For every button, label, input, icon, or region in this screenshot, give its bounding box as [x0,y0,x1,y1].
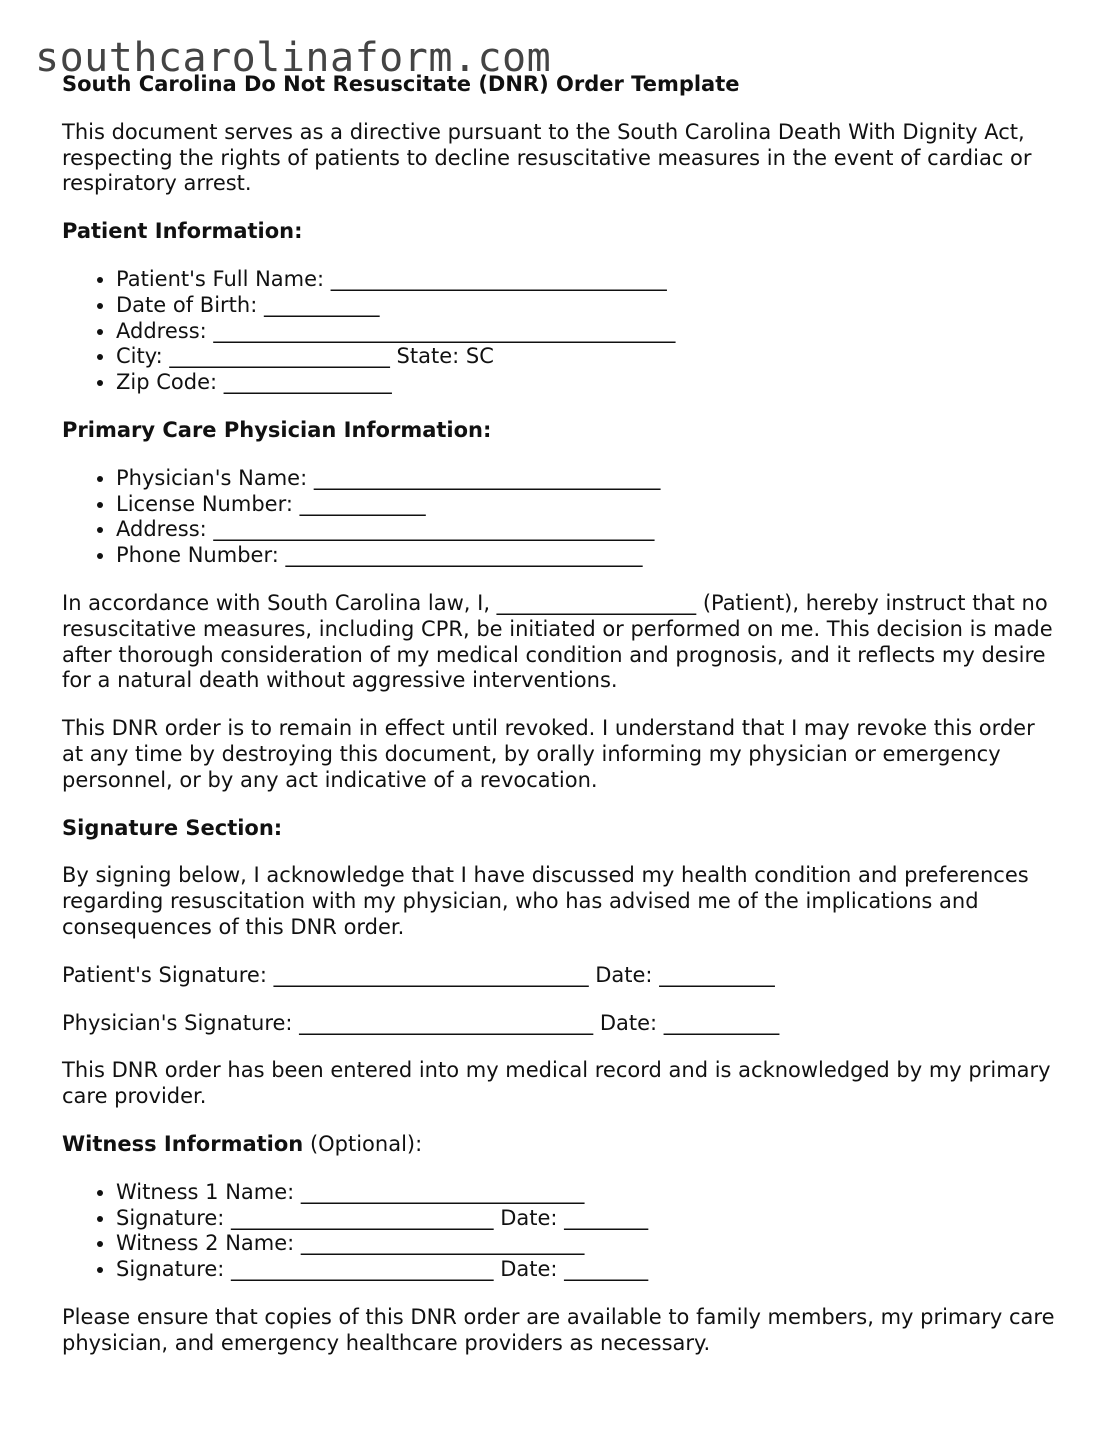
acknowledgement-paragraph: By signing below, I acknowledge that I have discussed my health condition and preferences regarding resuscitation with my physician, who has advised me of the implications and consequences of this DNR order. [62,863,1029,939]
witness-info-heading [62,1132,1062,1158]
physician-name-field: • Physician's Name: _________________________________ [116,466,1062,492]
witness1-name-field: • Witness 1 Name: ___________________________ [116,1180,1062,1206]
witness2-signature-field: • Signature: _________________________ Date: ________ [116,1257,1062,1283]
site-watermark: southcarolinaform.com [35,35,552,81]
physician-phone-field: • Phone Number: __________________________________ [116,543,1062,569]
patient-address-field: • Address: ____________________________________________ [116,319,1062,345]
patient-zip-field: • Zip Code: ________________ [116,370,1062,396]
signature-section-heading: Signature Section: [62,815,283,840]
revocation-paragraph: This DNR order is to remain in effect until revoked. I understand that I may revoke this order at any time by destroying this document, by orally informing my physician or emergency personnel, or by any act indicative of a revocation. [62,716,1035,792]
document-title: South Carolina Do Not Resuscitate (DNR) Order Template [62,72,740,96]
physician-address-field: • Address: __________________________________________ [116,517,1062,543]
physician-info-heading: Primary Care Physician Information: [62,417,492,442]
witness1-signature-field: • Signature: _________________________ Date: ________ [116,1206,1062,1232]
patient-full-name-field: • Patient's Full Name: ________________________________ [116,267,1062,293]
intro-paragraph: This document serves as a directive pursuant to the South Carolina Death With Dignity Act, respecting the rights of patients to decline resuscitative measures in the event of cardiac or respiratory arrest. [62,119,1032,196]
patient-city-state-field: • City: _____________________ State: SC [116,344,1062,370]
witness-heading-optional: (Optional): [303,1131,423,1156]
closing-paragraph: Please ensure that copies of this DNR order are available to family members, my primary care physician, and emergency healthcare providers as necessary. [62,1304,1055,1355]
physician-license-field: • License Number: ____________ [116,492,1062,518]
physician-signature-line: Physician's Signature: ____________________________ Date: ___________ [62,1010,780,1035]
instruction-paragraph: In accordance with South Carolina law, I, ___________________ (Patient), hereby instruct that no resuscitative measures, including CPR, be initiated or performed on me. This decision is made after thorough consideration of my medical condition and prognosis, and it reflects my desire for a natural death without aggressive interventions. [62,590,1053,693]
medical-record-paragraph: This DNR order has been entered into my medical record and is acknowledged by my primary care provider. [62,1058,1051,1109]
patient-info-list [62,267,1062,396]
physician-info-list [62,466,1062,569]
witness2-name-field: • Witness 2 Name: ___________________________ [116,1231,1062,1257]
patient-signature-line: Patient's Signature: ______________________________ Date: ___________ [62,962,775,987]
document-body [62,72,1062,1378]
patient-info-heading: Patient Information: [62,219,303,244]
witness-info-list [62,1180,1062,1283]
patient-dob-field: • Date of Birth: ___________ [116,293,1062,319]
witness-heading-label: Witness Information [62,1131,304,1156]
